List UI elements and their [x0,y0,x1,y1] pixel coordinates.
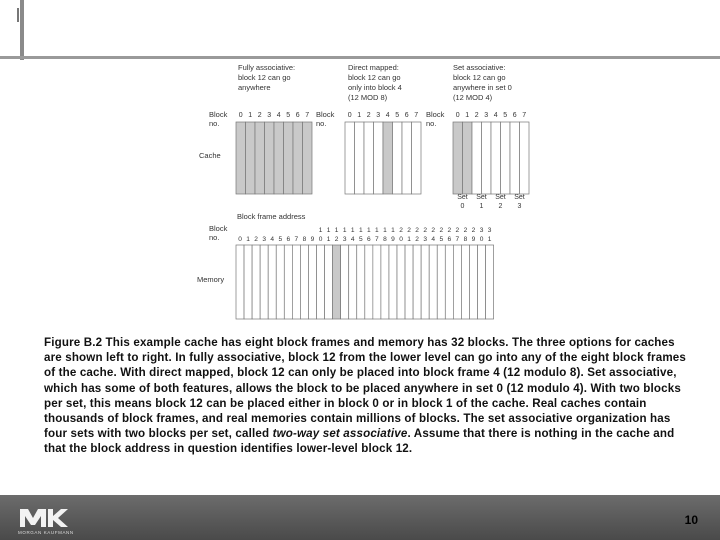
direct-block-number: 6 [404,112,409,119]
memory-block-tens-digit: 1 [383,227,387,234]
memory-block-units-digit: 1 [487,236,492,243]
memory-block-tens-digit: 1 [391,227,395,234]
memory-block [308,245,316,319]
memory-block [445,245,453,319]
direct-cache-block [383,122,393,194]
memory-block [389,245,397,319]
memory-block-units-digit: 4 [270,236,275,243]
fully-cache-block [255,122,265,194]
direct-cache-block [374,122,384,194]
set-cache-block [463,122,473,194]
memory-block-tens-digit: 2 [415,227,419,234]
memory-block [461,245,469,319]
memory-block-tens-digit: 2 [471,227,476,234]
memory-block-units-digit: 4 [350,236,355,243]
set-associative-description: block 12 can go [453,73,506,82]
fully-block-label: Block [209,110,228,119]
memory-block-units-digit: 2 [334,236,339,243]
memory-block-tens-digit: 1 [334,227,339,234]
memory-block [469,245,477,319]
set-number: 1 [479,203,484,210]
direct-block-label: no. [316,119,327,128]
memory-block-units-digit: 1 [407,236,411,243]
memory-block-tens-digit: 1 [358,227,363,234]
set-associative-description: Set associative: [453,63,506,72]
fully-cache-block [236,122,246,194]
logo-subtitle: MORGAN KAUFMANN [18,530,74,535]
memory-block [373,245,381,319]
set-block-number: 7 [522,112,527,119]
page-number: 10 [684,513,698,527]
direct-block-number: 0 [347,112,352,119]
set-block-number: 5 [503,112,508,119]
set-label: Set [476,194,487,201]
direct-block-number: 5 [395,112,400,119]
set-cache-block [472,122,482,194]
direct-block-number: 7 [414,112,419,119]
fully-associative-description: Fully associative: [238,63,296,72]
fully-cache-block [274,122,284,194]
fully-block-number: 1 [248,112,253,119]
memory-block-units-digit: 9 [310,236,315,243]
memory-block [429,245,437,319]
fully-cache-block [246,122,256,194]
direct-mapped-description: (12 MOD 8) [348,93,388,102]
memory-block-tens-digit: 1 [350,227,355,234]
set-number: 0 [460,203,465,210]
memory-block-tens-digit: 2 [407,227,411,234]
memory-block-units-digit: 3 [342,236,347,243]
fully-block-label: no. [209,119,220,128]
direct-block-number: 1 [357,112,362,119]
direct-cache-block [393,122,403,194]
fully-cache-block [265,122,275,194]
memory-block-units-digit: 5 [439,236,444,243]
memory-block-tens-digit: 2 [399,227,403,234]
memory-block-units-digit: 8 [463,236,468,243]
fully-cache-block [303,122,313,194]
memory-block [421,245,429,319]
direct-block-label: Block [316,110,335,119]
memory-block-units-digit: 6 [366,236,371,243]
set-associative-description: anywhere in set 0 [453,83,512,92]
caption-text: Figure B.2 This example cache has eight block frames and memory has 32 blocks. The three options for caches are shown left to right. In fully associative, block 12 from the lower level can go into any of the eight block frames of the cache. With direct mapped, block 12 can only be placed into block frame 4 (12 modulo 8). Set associative, which has some of both features, allows the block to be placed anywhere in set 0 (12 modulo 4). With two blocks per set, this means block 12 can be placed either in block 0 or in block 1 of the cache. Real caches contain thousands of block frames, and real memories contain millions of blocks. The set associative organization has four sets with two blocks per set, called [44,336,686,441]
memory-block [284,245,292,319]
direct-block-number: 2 [366,112,371,119]
fully-associative-diagram [209,63,312,194]
memory-block-units-digit: 6 [447,236,452,243]
memory-block-units-digit: 7 [294,236,299,243]
memory-block [349,245,357,319]
memory-block [300,245,308,319]
set-block-number: 0 [455,112,460,119]
memory-block [397,245,405,319]
memory-block-tens-digit: 2 [439,227,444,234]
set-block-number: 3 [484,112,489,119]
memory-block [333,245,341,319]
memory-block-units-digit: 3 [423,236,428,243]
caption-text-end: . Assume that there is nothing in the cache and that the block address in question identifies lower-level block 12. [44,427,675,456]
set-cache-block [482,122,492,194]
memory-block-label: Block [209,224,228,233]
memory-block [244,245,252,319]
memory-block [365,245,373,319]
memory-block-tens-digit: 2 [423,227,428,234]
memory-block-units-digit: 1 [326,236,331,243]
memory-block [325,245,333,319]
memory-block-units-digit: 0 [238,236,242,243]
set-label: Set [457,194,468,201]
memory-block-tens-digit: 1 [366,227,371,234]
memory-block-tens-digit: 2 [431,227,436,234]
fully-cache-block [293,122,303,194]
memory-block-tens-digit: 3 [479,227,484,234]
memory-block [341,245,349,319]
set-block-number: 6 [512,112,517,119]
memory-block-units-digit: 5 [358,236,363,243]
memory-block [317,245,325,319]
memory-block [381,245,389,319]
direct-cache-block [345,122,355,194]
caption-emphasis: two-way set associative [272,427,408,441]
set-label: Set [514,194,525,201]
set-cache-block [510,122,520,194]
memory-block [478,245,486,319]
set-number: 3 [517,203,522,210]
fully-block-number: 2 [257,112,262,119]
direct-mapped-description: only into block 4 [348,83,402,92]
set-block-number: 2 [474,112,479,119]
set-cache-block [491,122,501,194]
memory-block-units-digit: 6 [286,236,291,243]
memory-block [453,245,461,319]
set-label: Set [495,194,506,201]
memory-block-tens-digit: 3 [487,227,492,234]
block-frame-address-label: Block frame address [237,212,306,221]
memory-block-units-digit: 2 [254,236,258,243]
memory-block-units-digit: 1 [246,236,250,243]
memory-block-tens-digit: 2 [463,227,468,234]
footer-bar [0,495,720,540]
memory-block-units-digit: 9 [471,236,476,243]
memory-block [486,245,494,319]
memory-block-units-digit: 0 [318,236,323,243]
fully-block-number: 3 [267,112,272,119]
memory-block-tens-digit: 1 [318,227,323,234]
memory-block-label: no. [209,233,220,242]
memory-block-tens-digit: 2 [455,227,460,234]
memory-block [268,245,276,319]
memory-block [252,245,260,319]
set-block-number: 4 [493,112,498,119]
direct-cache-block [364,122,374,194]
fully-cache-block [284,122,294,194]
memory-block [357,245,365,319]
memory-diagram [197,212,494,319]
set-associative-description: (12 MOD 4) [453,93,493,102]
set-number: 2 [498,203,503,210]
memory-block-units-digit: 0 [479,236,484,243]
set-block-label: no. [426,119,437,128]
direct-mapped-diagram [316,63,421,194]
direct-mapped-description: Direct mapped: [348,63,399,72]
fully-associative-description: anywhere [238,83,271,92]
memory-block-units-digit: 0 [399,236,403,243]
fully-block-number: 7 [305,112,310,119]
memory-block [236,245,244,319]
memory-block-units-digit: 2 [415,236,419,243]
memory-block-tens-digit: 2 [447,227,452,234]
memory-block-units-digit: 5 [278,236,283,243]
direct-mapped-description: block 12 can go [348,73,401,82]
figure-caption [44,335,694,457]
fully-block-number: 0 [238,112,243,119]
memory-block [276,245,284,319]
set-cache-block [520,122,530,194]
memory-block-units-digit: 7 [375,236,379,243]
cache-label: Cache [199,151,221,160]
memory-block-units-digit: 9 [391,236,395,243]
memory-block-units-digit: 7 [455,236,460,243]
set-cache-block [501,122,511,194]
memory-block-tens-digit: 1 [342,227,347,234]
set-block-number: 1 [465,112,470,119]
memory-block [437,245,445,319]
memory-block [260,245,268,319]
direct-cache-block [355,122,365,194]
memory-block-units-digit: 8 [302,236,307,243]
direct-block-number: 3 [376,112,381,119]
memory-block-tens-digit: 1 [326,227,331,234]
direct-cache-block [402,122,412,194]
set-cache-block [453,122,463,194]
fully-block-number: 6 [295,112,300,119]
memory-block [405,245,413,319]
direct-block-number: 4 [385,112,390,119]
memory-block-units-digit: 4 [431,236,436,243]
memory-block [292,245,300,319]
fully-block-number: 4 [276,112,281,119]
memory-block-units-digit: 8 [383,236,387,243]
direct-cache-block [412,122,422,194]
set-associative-diagram [426,63,529,210]
set-block-label: Block [426,110,445,119]
fully-block-number: 5 [286,112,291,119]
memory-label: Memory [197,275,225,284]
memory-block-tens-digit: 1 [375,227,379,234]
memory-block-units-digit: 3 [262,236,267,243]
fully-associative-description: block 12 can go [238,73,291,82]
memory-block [413,245,421,319]
